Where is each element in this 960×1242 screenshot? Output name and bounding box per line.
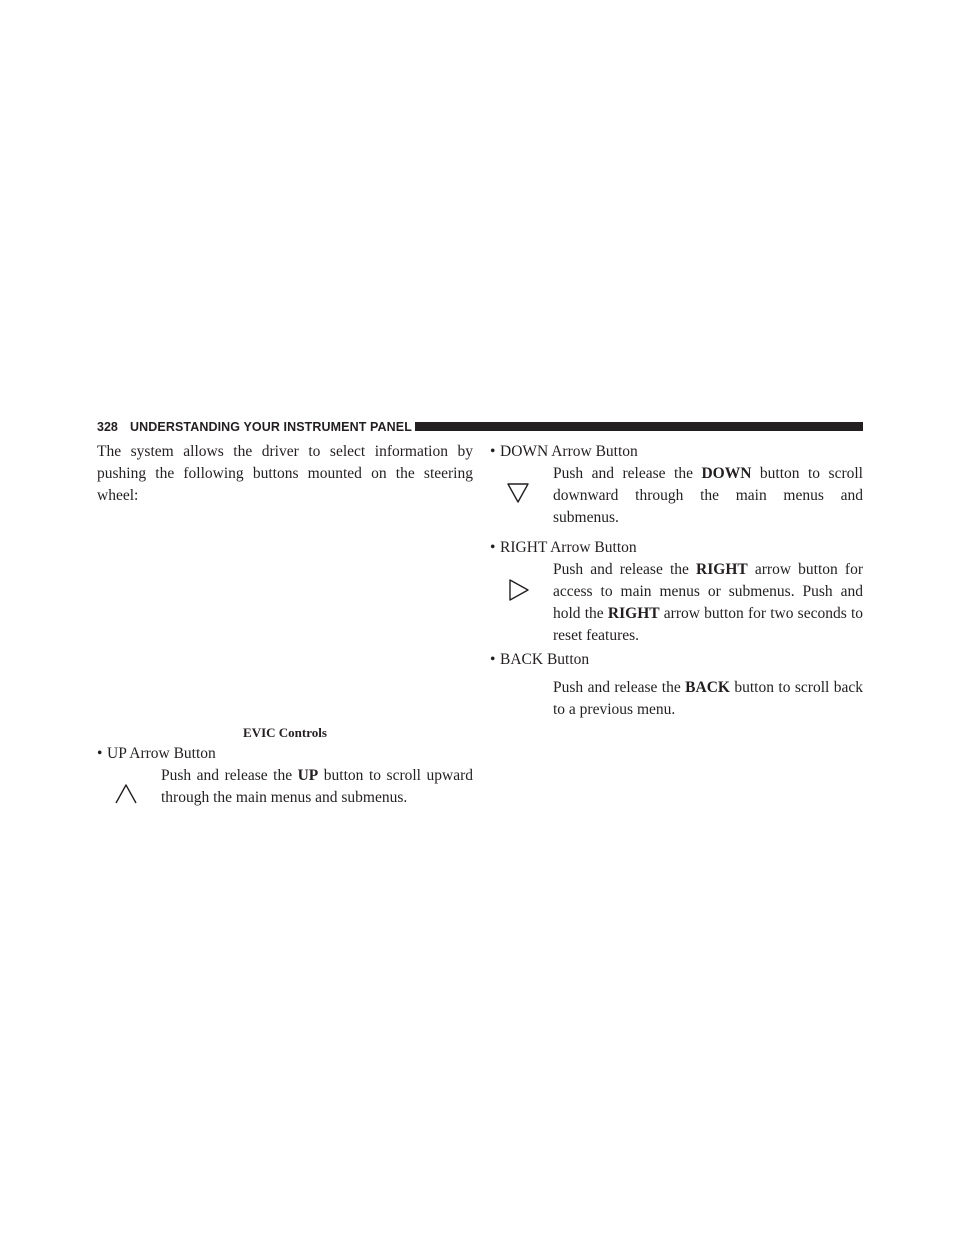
- figure-caption: EVIC Controls: [243, 725, 327, 740]
- back-button-item: [490, 649, 589, 671]
- down-arrow-title: DOWN Arrow Button: [500, 443, 638, 460]
- right-arrow-description: Push and release the RIGHT arrow button for access to main menus or submenus. Push and hold the RIGHT arrow button for two seconds to reset features.: [553, 561, 864, 644]
- bullet-dot: •: [490, 539, 496, 556]
- page-header: [97, 419, 863, 435]
- page-number: 328: [97, 420, 118, 434]
- right-arrow-item: [490, 537, 637, 559]
- bullet-dot: •: [490, 443, 496, 460]
- down-arrow-item: [490, 441, 638, 463]
- down-arrow-icon: [504, 480, 532, 506]
- up-arrow-icon: [112, 781, 140, 807]
- header-rule: [415, 422, 863, 431]
- up-arrow-description: Push and release the UP button to scroll upward through the main menus and submenus.: [161, 767, 473, 806]
- back-button-title: BACK Button: [500, 651, 590, 668]
- right-arrow-icon: [504, 577, 532, 603]
- section-title: UNDERSTANDING YOUR INSTRUMENT PANEL: [130, 420, 412, 434]
- down-arrow-description: Push and release the DOWN button to scroll downward through the main menus and submenus.: [553, 465, 863, 526]
- right-arrow-title: RIGHT Arrow Button: [500, 539, 637, 556]
- bullet-dot: •: [490, 651, 496, 668]
- bullet-dot: •: [97, 745, 103, 762]
- intro-paragraph: The system allows the driver to select information by pushing the following buttons mounted on the steering wheel:: [97, 443, 473, 504]
- up-arrow-item: [97, 743, 216, 765]
- back-button-description: Push and release the BACK button to scroll back to a previous menu.: [553, 679, 863, 718]
- up-arrow-title: UP Arrow Button: [107, 745, 216, 762]
